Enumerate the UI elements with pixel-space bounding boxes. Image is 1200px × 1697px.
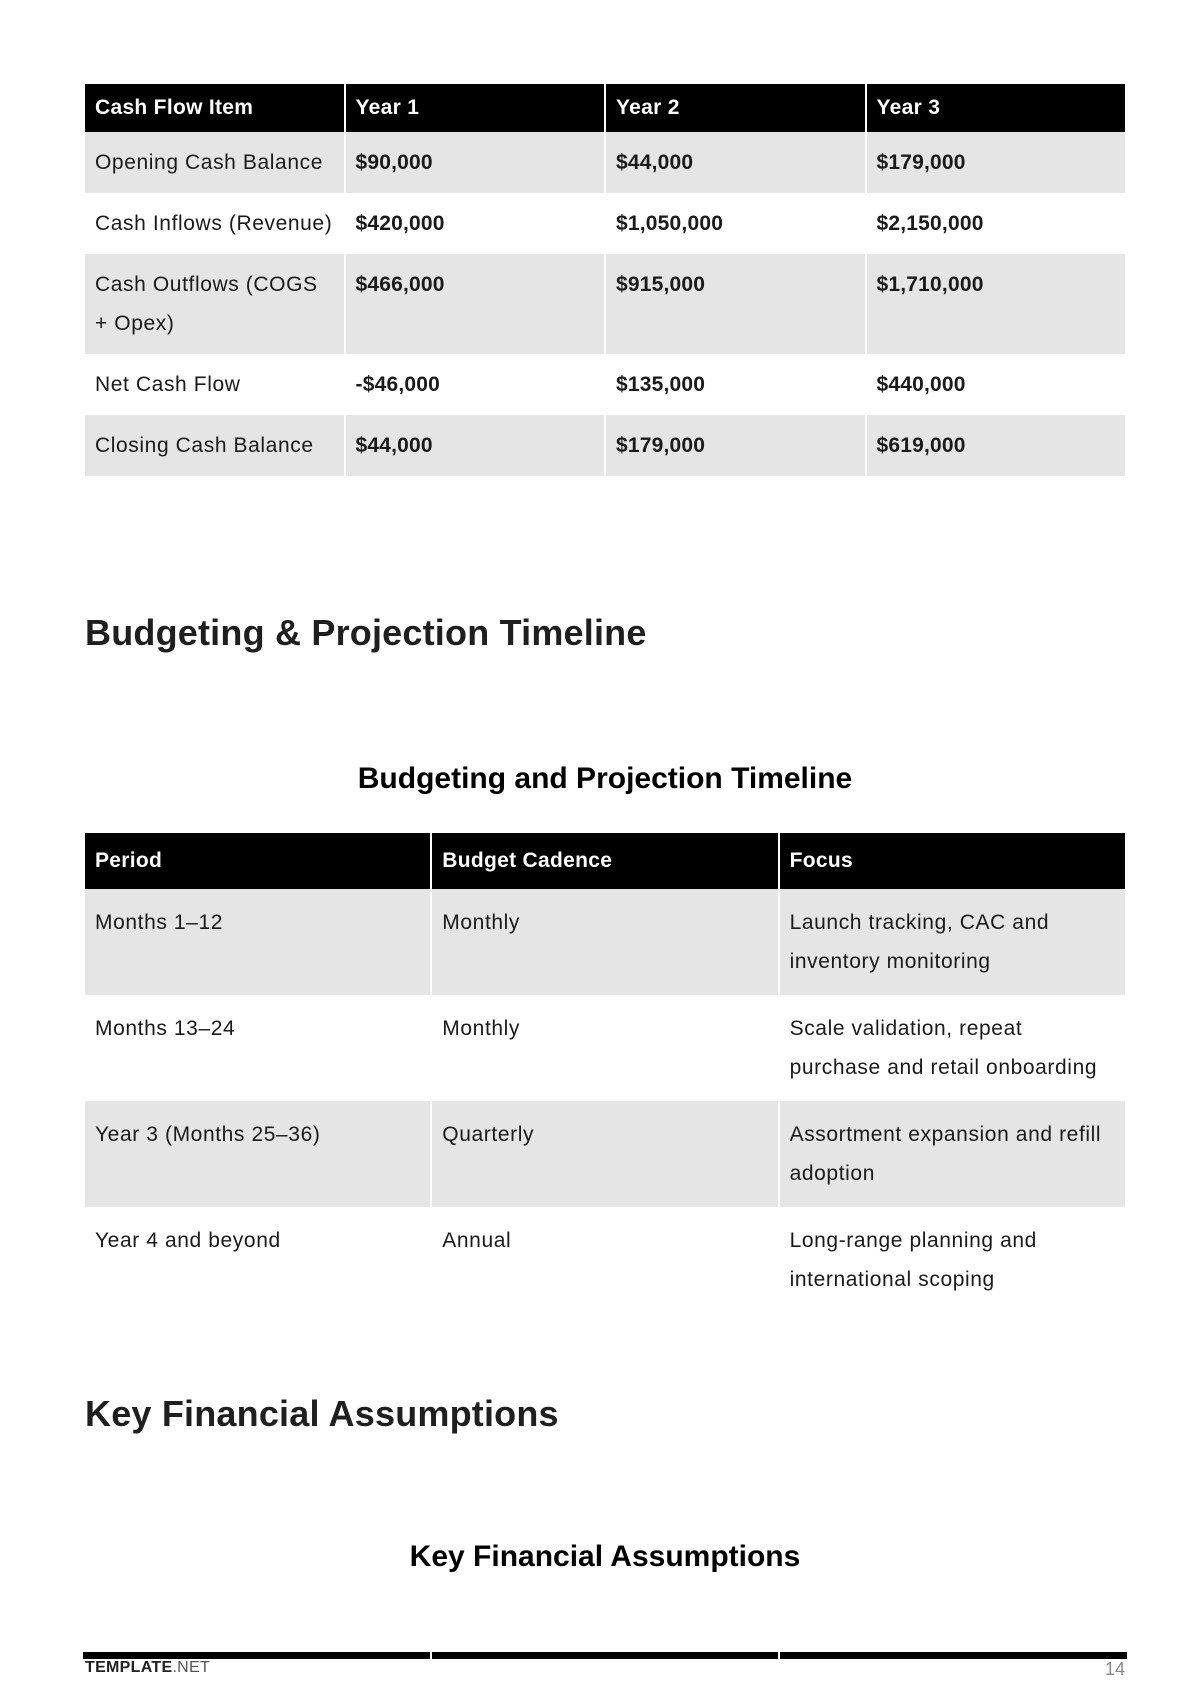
cash-flow-table	[83, 84, 1127, 476]
column-header: Period	[85, 833, 430, 889]
row-label: Closing Cash Balance	[85, 415, 344, 476]
table-row	[85, 254, 1125, 354]
page-number: 14	[1104, 1659, 1125, 1679]
column-header: Cash Flow Item	[85, 84, 344, 132]
section-heading-timeline: Budgeting & Projection Timeline	[85, 612, 647, 653]
timeline-table-caption: Budgeting and Projection Timeline	[357, 762, 853, 795]
section-heading-assumptions: Key Financial Assumptions	[85, 1393, 559, 1434]
cell-value: $420,000	[355, 212, 445, 235]
focus-cell: Launch tracking, CAC and inventory monitoring	[780, 889, 1125, 995]
header-cell-edge	[780, 1652, 1127, 1659]
row-label: Opening Cash Balance	[85, 132, 344, 193]
table-row	[85, 1101, 1125, 1207]
column-header: Focus	[780, 833, 1125, 889]
cadence-cell: Monthly	[432, 889, 777, 995]
row-label: Net Cash Flow	[95, 373, 241, 396]
column-header: Year 2	[606, 84, 865, 132]
focus-cell: Scale validation, repeat purchase and retail onboarding	[789, 1017, 1098, 1079]
header-cell-edge	[83, 1652, 430, 1659]
column-header: Year 3	[867, 84, 1126, 132]
cell-value: $90,000	[346, 132, 605, 193]
period-cell: Months 1–12	[85, 889, 430, 995]
cadence-cell: Monthly	[442, 1017, 521, 1040]
table-row	[85, 415, 1125, 476]
cell-value: $179,000	[867, 132, 1126, 193]
timeline-table	[83, 833, 1127, 1313]
brand-suffix: .NET	[172, 1659, 211, 1676]
table-row	[85, 1207, 1125, 1313]
table-row	[85, 354, 1125, 415]
cell-value: $1,050,000	[616, 212, 724, 235]
row-label: Cash Inflows (Revenue)	[95, 212, 333, 235]
brand-name: TEMPLATE	[85, 1659, 173, 1676]
cell-value: $44,000	[346, 415, 605, 476]
cell-value: $44,000	[606, 132, 865, 193]
cell-value: $2,150,000	[876, 212, 984, 235]
cell-value: $135,000	[616, 373, 706, 396]
period-cell: Year 3 (Months 25–36)	[85, 1101, 430, 1207]
cell-value: -$46,000	[355, 373, 441, 396]
page-footer	[85, 1659, 1125, 1683]
table-row	[85, 193, 1125, 254]
row-label: Cash Outflows (COGS + Opex)	[85, 254, 344, 354]
cell-value: $619,000	[867, 415, 1126, 476]
header-cell-edge	[432, 1652, 779, 1659]
column-header: Budget Cadence	[432, 833, 777, 889]
period-cell: Year 4 and beyond	[95, 1229, 281, 1252]
focus-cell: Assortment expansion and refill adoption	[780, 1101, 1125, 1207]
focus-cell: Long-range planning and international scoping	[789, 1229, 1037, 1291]
assumptions-table-caption: Key Financial Assumptions	[409, 1540, 801, 1573]
column-header: Year 1	[346, 84, 605, 132]
document-page	[85, 0, 1125, 1697]
period-cell: Months 13–24	[95, 1017, 236, 1040]
brand-logo	[85, 1659, 210, 1677]
cell-value: $179,000	[606, 415, 865, 476]
cadence-cell: Annual	[442, 1229, 512, 1252]
table-header-row	[85, 833, 1125, 889]
table-row	[85, 132, 1125, 193]
cadence-cell: Quarterly	[432, 1101, 777, 1207]
table-row	[85, 889, 1125, 995]
cell-value: $915,000	[606, 254, 865, 354]
table-row	[85, 995, 1125, 1101]
cell-value: $1,710,000	[867, 254, 1126, 354]
cell-value: $440,000	[876, 373, 966, 396]
cell-value: $466,000	[346, 254, 605, 354]
table-header-row	[85, 84, 1125, 132]
assumptions-table-header-edge	[83, 1652, 1127, 1659]
